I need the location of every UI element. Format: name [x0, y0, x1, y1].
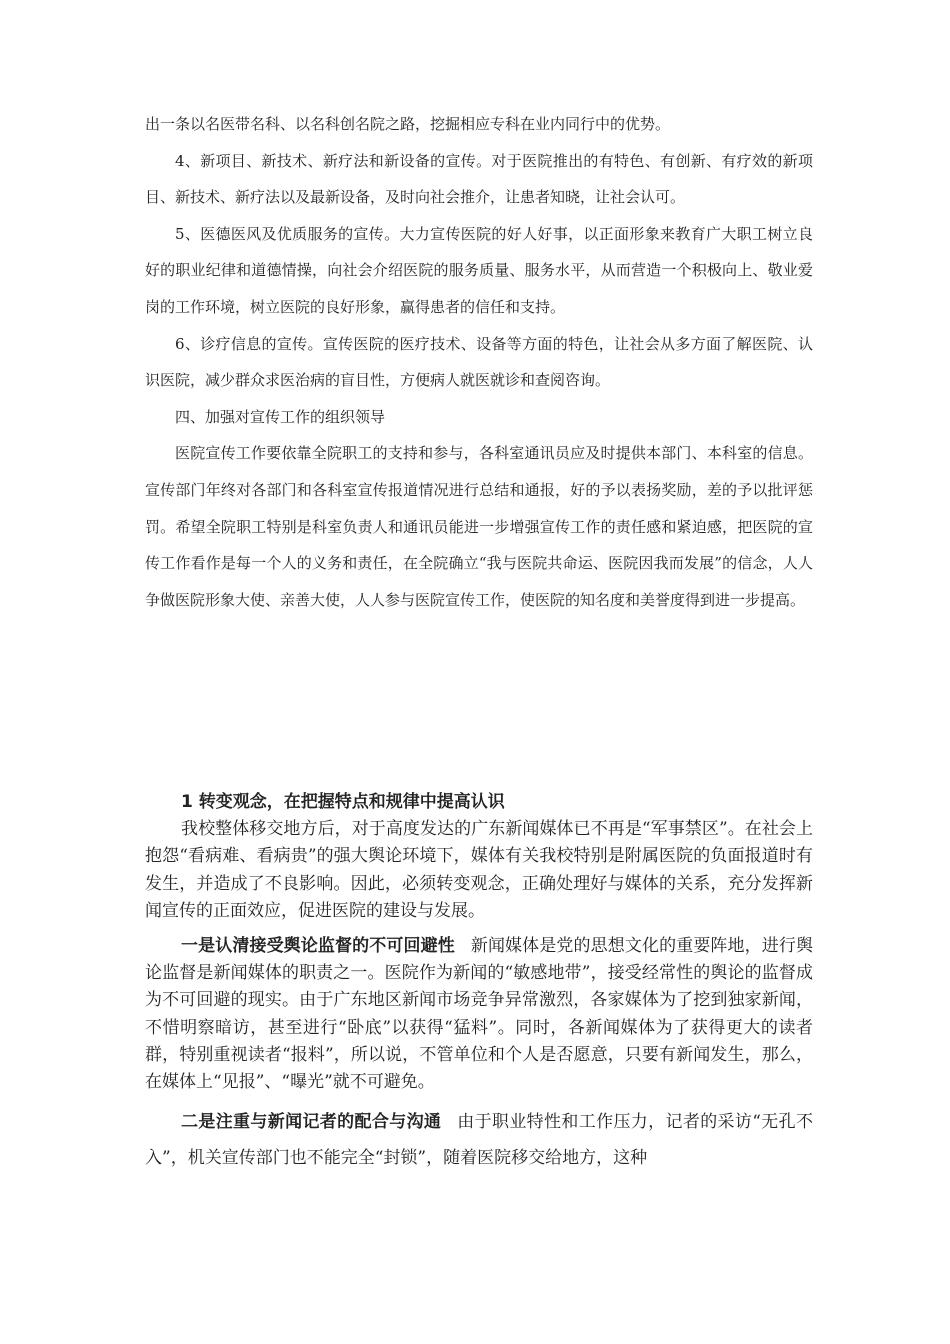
paragraph-organization: 医院宣传工作要依靠全院职工的支持和参与，各科室通讯员应及时提供本部门、本科室的信息。宣传部门年终对各部门和各科室宣传报道情况进行总结和通报，好的予以表扬奖励，差的予以批评惩罚。希望全院职工特别是科室负责人和通讯员能进一步增强宣传工作的责任感和紧迫感，把医院的宣传工作看作是每一个人的义务和责任，在全院确立“我与医院共命运、医院因我而发展”的信念，人人争做医院形象大使、亲善大使，人人参与医院宣传工作，使医院的知名度和美誉度得到进一步提高。 [145, 444, 813, 609]
paragraph-continuation: 出一条以名医带名科、以名科创名院之路，挖掘相应专科在业内同行中的优势。 [145, 115, 671, 133]
section-heading-4: 四、加强对宣传工作的组织领导 [175, 407, 386, 426]
point-2-lead: 二是注重与新闻记者的配合与沟通 [181, 1112, 442, 1133]
section-heading-1: 1 转变观念，在把握特点和规律中提高认识 [181, 792, 505, 812]
paragraph-item-5: 5、医德医风及优质服务的宣传。大力宣传医院的好人好事，以正面形象来教育广大职工树立良好的职业纪律和道德情操，向社会介绍医院的服务质量、服务水平，从而营造一个积极向上、敬业爱岗的工作环境，树立医院的良好形象，赢得患者的信任和支持。 [145, 224, 813, 316]
point-1-text: 新闻媒体是党的思想文化的重要阵地，进行舆论监督是新闻媒体的职责之一。医院作为新闻的“敏感地带”，接受经常性的舆论的监督成为不可回避的现实。由于广东地区新闻市场竞争异常激烈，各家媒体为了挖到独家新闻，不惜明察暗访，甚至进行“卧底”以获得“猛料”。同时，各新闻媒体为了获得更大的读者群，特别重视读者“报料”，所以说，不管单位和个人是否愿意，只要有新闻发生，那么，在媒体上“见报”、“曝光”就不可避免。 [145, 936, 813, 1093]
section-hospital-publicity [145, 106, 813, 618]
paragraph-intro: 我校整体移交地方后，对于高度发达的广东新闻媒体已不再是“军事禁区”。在社会上抱怨“看病难、看病贵”的强大舆论环境下，媒体有关我校特别是附属医院的负面报道时有发生，并造成了不良影响。因此，必须转变观念，正确处理好与媒体的关系，充分发挥新闻宣传的正面效应，促进医院的建设与发展。 [145, 819, 813, 921]
paragraph-point-2 [145, 1104, 813, 1176]
section-media-relations [145, 789, 813, 1176]
paragraph-item-4: 4、新项目、新技术、新疗法和新设备的宣传。对于医院推出的有特色、有创新、有疗效的新项目、新技术、新疗法以及最新设备，及时向社会推介，让患者知晓，让社会认可。 [145, 151, 813, 207]
point-2-text: 由于职业特性和工作压力，记者的采访“无孔不入”，机关宣传部门也不能完全“封锁”，随着医院移交给地方，这种 [145, 1112, 813, 1169]
paragraph-item-6: 6、诊疗信息的宣传。宣传医院的医疗技术、设备等方面的特色，让社会从多方面了解医院、认识医院，减少群众求医治病的盲目性，方便病人就医就诊和查阅咨询。 [145, 334, 813, 390]
paragraph-point-1 [145, 933, 813, 1096]
point-1-lead: 一是认清接受舆论监督的不可回避性 [181, 936, 455, 957]
